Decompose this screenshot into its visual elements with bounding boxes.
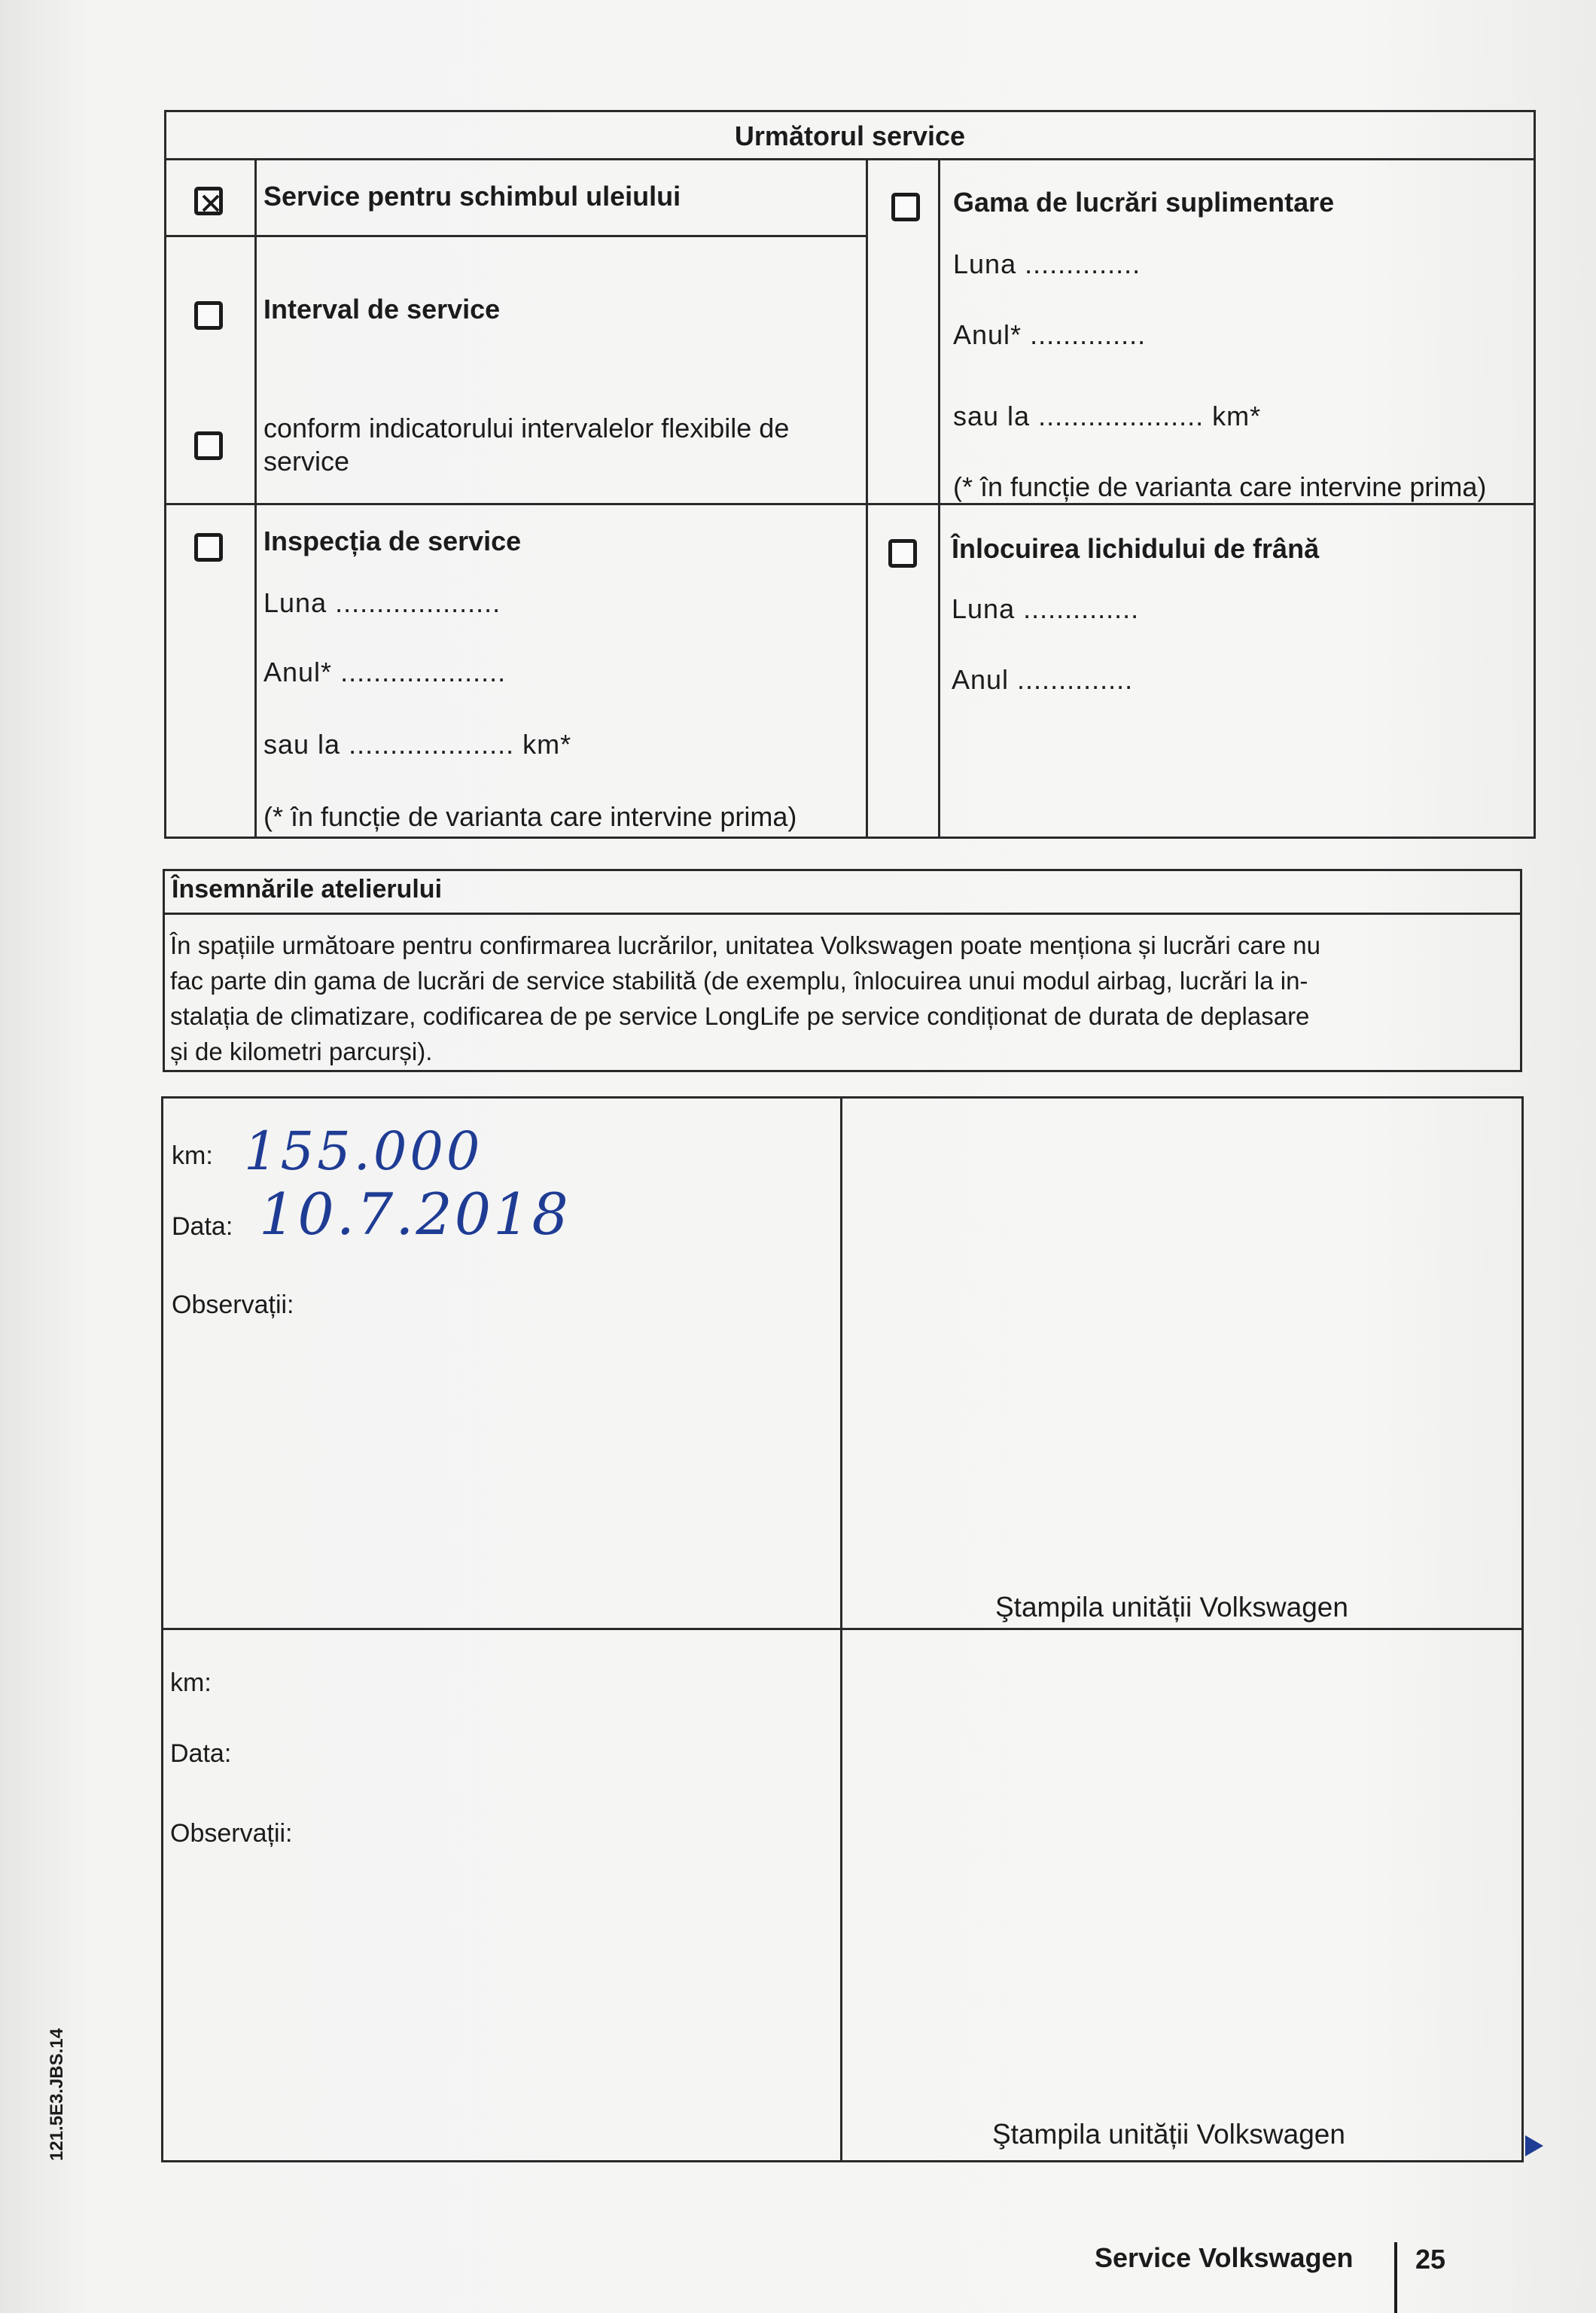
- inspection-month: Luna ....................: [263, 587, 501, 618]
- inspection-label: Inspecția de service: [263, 526, 522, 556]
- footer-brand: Service Volkswagen: [1095, 2242, 1354, 2273]
- inspection-year: Anul* ....................: [263, 657, 507, 687]
- document-code: 121.5E3.JBS.14: [47, 2028, 67, 2161]
- workshop-notes-title: Însemnările atelierului: [172, 875, 443, 904]
- brake-fluid-label: Înlocuirea lichidului de frână: [952, 533, 1320, 564]
- additional-work-year: Anul* ..............: [953, 319, 1147, 350]
- oil-change-label: Service pentru schimbul uleiului: [263, 181, 681, 212]
- service-interval-label: Interval de service: [263, 294, 501, 325]
- brake-fluid-month: Luna ..............: [952, 593, 1140, 624]
- brake-fluid-year: Anul ..............: [952, 664, 1134, 695]
- additional-work-label: Gama de lucrări suplimentare: [953, 187, 1335, 218]
- additional-work-month: Luna ..............: [953, 248, 1141, 279]
- additional-work-km: sau la .................... km*: [953, 401, 1262, 431]
- next-service-title: Următorul service: [734, 120, 966, 151]
- workshop-notes-line-3: stalația de climatizare, codificarea de pe service LongLife pe service condiționat de durata de deplasare: [170, 1002, 1310, 1030]
- next-page-arrow-icon[interactable]: [1525, 2135, 1543, 2156]
- flexible-indicator-label-line2: service: [263, 446, 350, 477]
- entry-km-value[interactable]: 155.000: [244, 1120, 483, 1182]
- entry-date-label: Data:: [172, 1212, 233, 1241]
- entry-observations-label: Observații:: [172, 1291, 294, 1319]
- additional-work-note: (* în funcție de varianta care intervine prima): [953, 471, 1487, 502]
- entry-observations-label: Observații:: [170, 1819, 293, 1848]
- entry-date-label: Data:: [170, 1739, 232, 1768]
- flexible-indicator-checkbox[interactable]: [194, 431, 223, 460]
- oil-change-checkbox[interactable]: [194, 187, 223, 215]
- inspection-checkbox[interactable]: [194, 533, 223, 562]
- page-number: 25: [1415, 2244, 1446, 2275]
- footer-divider: [1394, 2242, 1397, 2313]
- brake-fluid-checkbox[interactable]: [888, 539, 917, 568]
- workshop-notes-text: [170, 928, 1518, 1069]
- entry-date-value[interactable]: 10.7.2018: [259, 1181, 571, 1248]
- workshop-notes-line-4: și de kilometri parcurși).: [170, 1038, 433, 1065]
- entry-stamp-label: Ştampila unității Volkswagen: [995, 1592, 1348, 1623]
- additional-work-checkbox[interactable]: [891, 193, 920, 221]
- entry-stamp-label: Ştampila unității Volkswagen: [992, 2119, 1345, 2150]
- service-interval-checkbox[interactable]: [194, 301, 223, 330]
- check-x-icon: [196, 189, 225, 218]
- inspection-km: sau la .................... km*: [263, 729, 572, 760]
- workshop-notes-line-2: fac parte din gama de lucrări de service stabilită (de exemplu, înlocuirea unui modul airbag, lucrări la in-: [170, 967, 1308, 995]
- inspection-note: (* în funcție de varianta care intervine prima): [263, 801, 797, 832]
- entry-km-label: km:: [170, 1668, 212, 1697]
- workshop-notes-line-1: În spațiile următoare pentru confirmarea lucrărilor, unitatea Volkswagen poate menționa și lucrări care nu: [170, 931, 1320, 959]
- flexible-indicator-label-line1: conform indicatorului intervalelor flexibile de: [263, 413, 790, 443]
- entry-km-label: km:: [172, 1141, 213, 1170]
